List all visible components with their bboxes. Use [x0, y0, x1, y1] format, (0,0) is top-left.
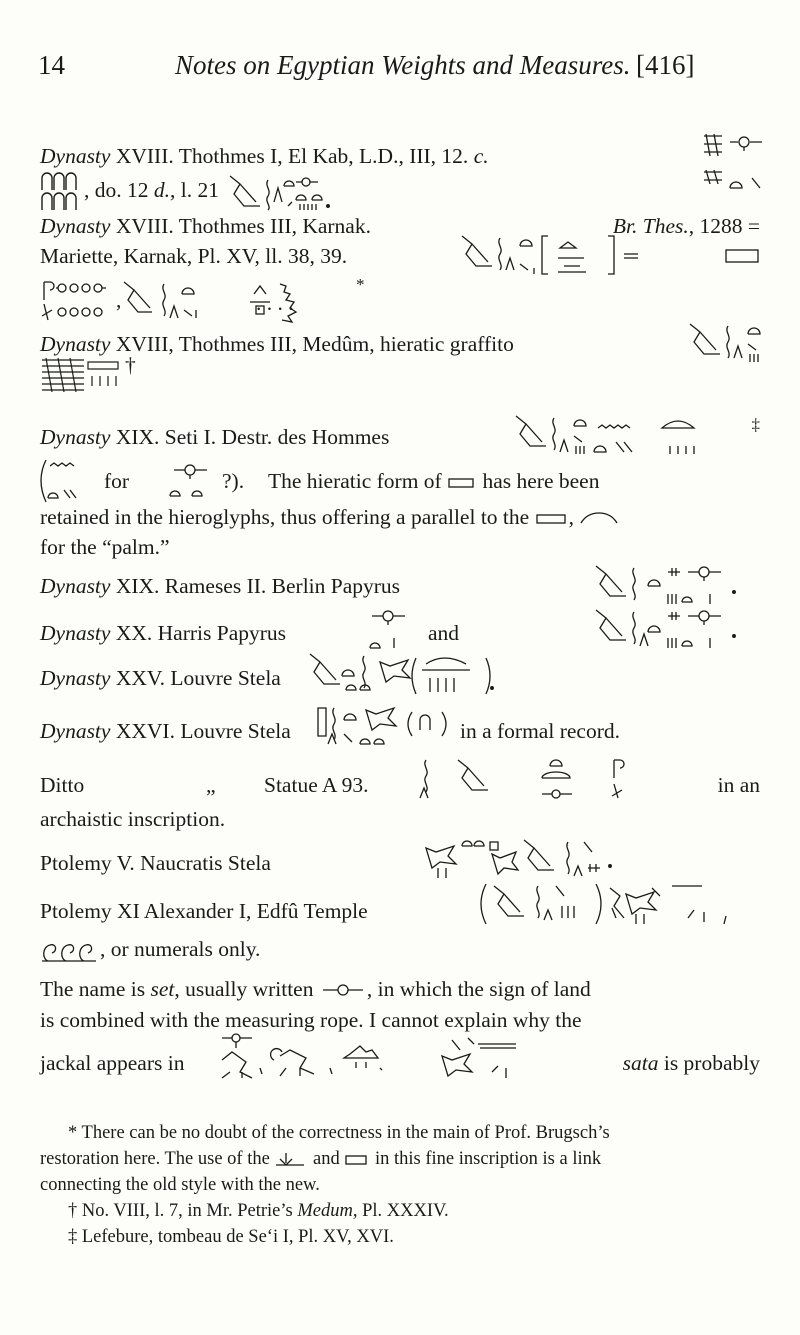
hieroglyph-group-corner — [700, 130, 764, 199]
footnote-1-cont: restoration here. The use of the and in this fine inscription is a link — [40, 1149, 602, 1169]
line-11: for the “palm.” — [40, 535, 170, 559]
line-6: Dynasty XVIII, Thothmes III, Medûm, hieratic graffito — [40, 332, 514, 356]
running-header — [0, 50, 800, 90]
hieroglyph-group-louvre-a — [306, 648, 496, 701]
line-16-quote: „ — [206, 773, 216, 797]
line-3: Dynasty XVIII. Thothmes III, Karnak. — [40, 214, 371, 238]
rope-sign-icon — [447, 476, 477, 490]
line-9-rest: The hieratic form of has here been — [268, 469, 600, 493]
rope-sign-icon — [344, 1153, 370, 1167]
line-15-end: in a formal record. — [460, 719, 620, 743]
line-18: Ptolemy V. Naucratis Stela — [40, 851, 271, 875]
hieroglyph-group-jackal-setat — [224, 172, 334, 212]
line-17: archaistic inscription. — [40, 807, 226, 831]
line-16-ditto: Ditto — [40, 773, 85, 797]
line-15: Dynasty XXVI. Louvre Stela — [40, 719, 291, 743]
footnote-2: † No. VIII, l. 7, in Mr. Petrie’s Medum, Pl. XXXIV. — [68, 1201, 449, 1221]
line-16-statue: Statue A 93. — [264, 773, 369, 797]
hieroglyph-group-harris-b — [592, 606, 742, 657]
line-23-end: sata is probably — [622, 1051, 760, 1075]
hieroglyph-group-edfu — [476, 878, 736, 933]
line-13: Dynasty XX. Harris Papyrus — [40, 621, 287, 645]
line-12: Dynasty XIX. Rameses II. Berlin Papyrus — [40, 574, 401, 598]
hieroglyph-group-seti — [512, 412, 742, 463]
line-21: The name is set, usually written , in which the sign of land — [40, 977, 591, 1001]
hieroglyph-group-statue — [418, 754, 650, 809]
line-5-comma: , — [116, 288, 122, 312]
numeral-coils-icon — [40, 939, 100, 963]
line-19: Ptolemy XI Alexander I, Edfû Temple — [40, 899, 368, 923]
line-13-and: and — [428, 621, 460, 645]
line-5-star: * — [356, 275, 365, 294]
footnote-1-end: connecting the old style with the new. — [40, 1175, 320, 1195]
line-20: , or numerals only. — [40, 936, 260, 963]
footnote-1: * There can be no doubt of the correctness in the main of Prof. Brugsch’s — [68, 1123, 610, 1143]
line-14: Dynasty XXV. Louvre Stela — [40, 666, 281, 690]
set-sign-icon — [160, 460, 220, 505]
page-number: 14 — [38, 50, 65, 80]
line-9-for: for — [104, 469, 130, 493]
line-7-dagger: † — [125, 353, 136, 377]
line-5-dots: . . . . — [256, 291, 294, 315]
footnote-3: ‡ Lefebure, tombeau de Se‘i I, Pl. XV, XVI. — [68, 1227, 394, 1247]
arm-sign-icon — [274, 1151, 308, 1169]
running-title: Notes on Egyptian Weights and Measures. — [175, 50, 631, 80]
set-sign-icon — [319, 982, 367, 1000]
palm-sign-icon — [579, 511, 619, 527]
numeral-hundreds-icon — [40, 172, 84, 212]
line-10: retained in the hieroglyphs, thus offering a parallel to the , — [40, 504, 619, 530]
line-22: is combined with the measuring rope. I cannot explain why the — [40, 1008, 582, 1032]
line-2: , do. 12 d., l. 21 — [40, 172, 334, 212]
line-8: Dynasty XIX. Seti I. Destr. des Hommes — [40, 425, 390, 449]
section-ref: [416] — [636, 50, 695, 80]
line-9-q: ?). — [222, 469, 245, 493]
hieroglyph-group-karnak — [458, 232, 763, 281]
rope-sign-icon — [535, 512, 569, 526]
line-4: Mariette, Karnak, Pl. XV, ll. 38, 39. — [40, 244, 348, 268]
line-16-end: in an — [717, 773, 760, 797]
line-23: jackal appears in — [40, 1051, 185, 1075]
line-3-right: Br. Thes., 1288 = — [612, 214, 760, 238]
hieroglyph-group-paren-water — [36, 458, 88, 509]
line-1: Dynasty XVIII. Thothmes I, El Kab, L.D., III, 12. c. — [40, 144, 489, 168]
hieroglyph-group-medum — [686, 320, 766, 369]
line-8-ddagger: ‡ — [751, 415, 760, 434]
